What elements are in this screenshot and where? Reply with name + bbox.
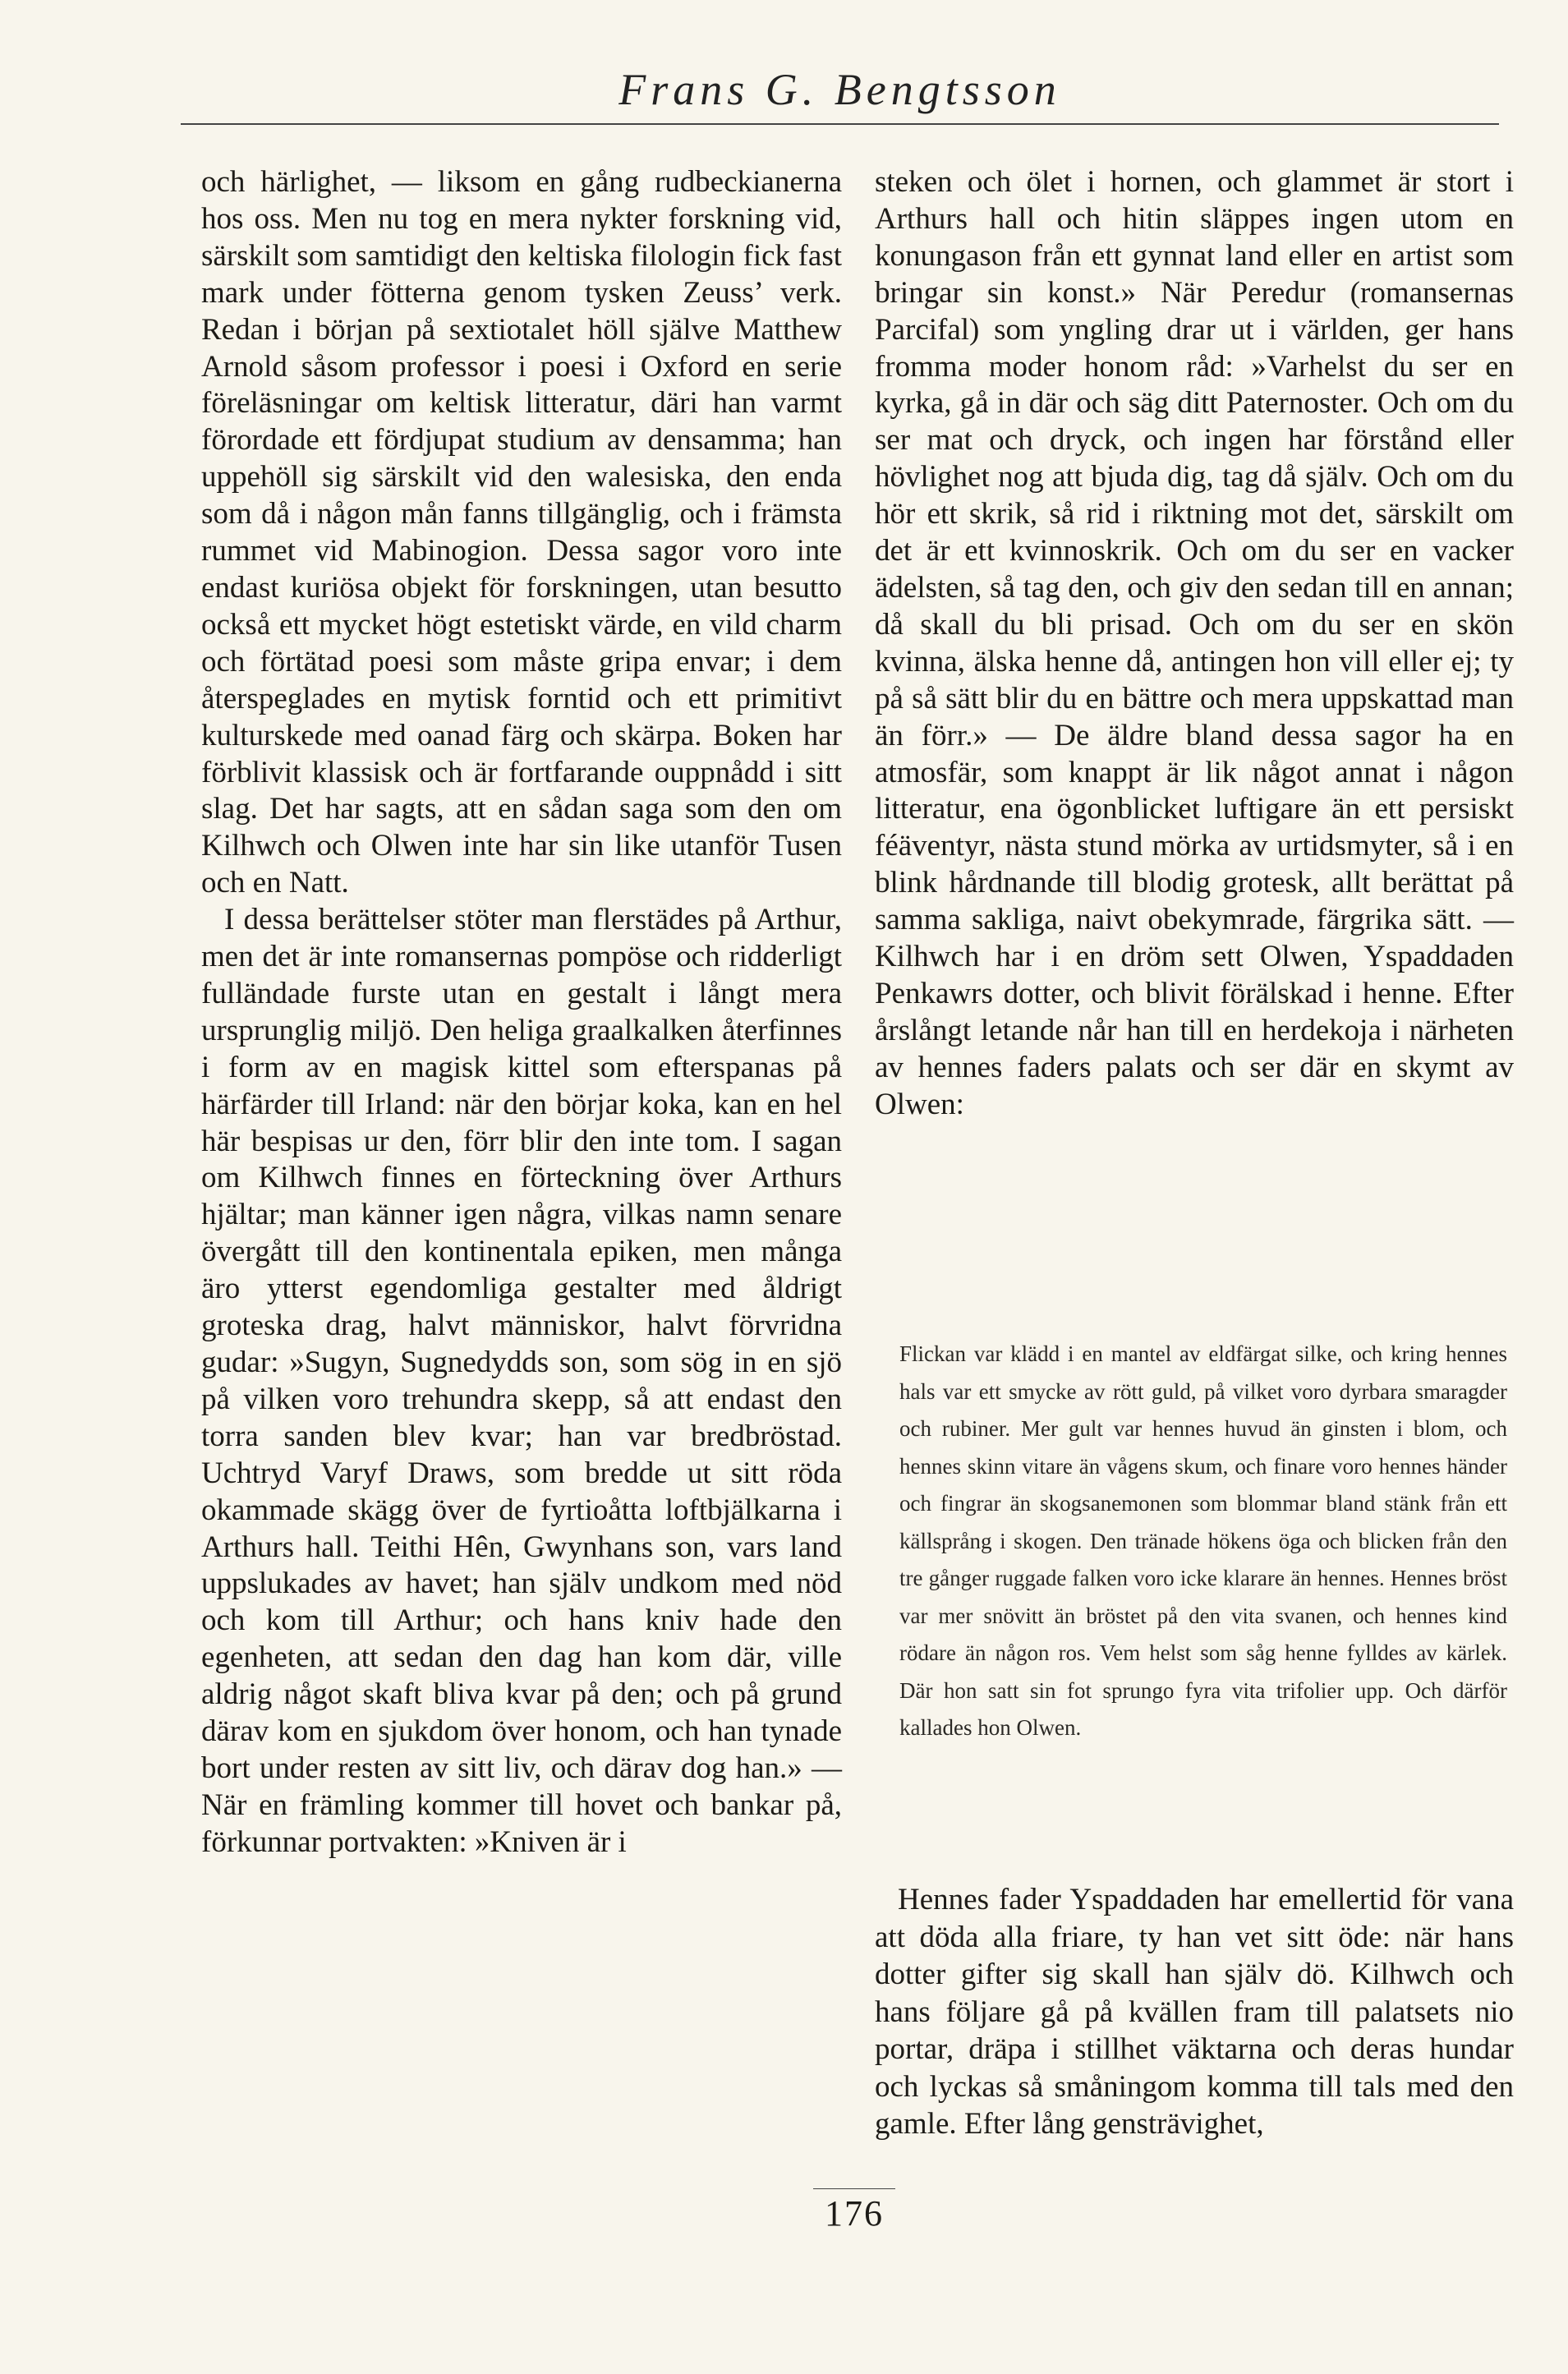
left-column xyxy=(201,164,842,1861)
left-paragraph-1: och härlighet, — liksom en gång rudbeckianerna hos oss. Men nu tog en mera nykter forskning vid, särskilt som samtidigt den keltiska filologin fick fast mark under fötterna genom tysken Zeuss’ verk. Redan i början på sextiotalet höll själve Matthew Arnold såsom professor i poesi i Oxford en serie föreläsningar om keltisk litteratur, däri han varmt förordade ett fördjupat studium av densamma; han uppehöll sig särskilt vid den walesiska, den enda som då i någon mån fanns tillgänglig, och i främsta rummet vid Mabinogion. Dessa sagor voro inte endast kuriösa objekt för forskningen, utan besutto också ett mycket högt estetiskt värde, en vild charm och förtätad poesi som måste gripa envar; i dem återspeglades en mytisk forntid och ett primitivt kulturskede med oanad färg och skärpa. Boken har förblivit klassisk och är fortfarande ouppnådd i sitt slag. Det har sagts, att en sådan saga som den om Kilhwch och Olwen inte har sin like utanför Tusen och en Natt. xyxy=(201,165,842,900)
right-paragraph-2: Hennes fader Yspaddaden har emellertid för vana att döda alla friare, ty han vet sitt öde: när hans dotter gifter sig skall han själv dö. Kilhwch och hans följare gå på kvällen fram till palatsets nio portar, dräpa i stillhet väktarna och deras hundar och lyckas så småningom komma till tals med den gamle. Efter lång gensträvighet, xyxy=(875,1883,1514,2141)
right-paragraph-1: steken och ölet i hornen, och glammet är stort i Arthurs hall och hitin släppes ingen utom en konungason från ett gynnat land eller en artist som bringar sin konst.» När Peredur (romansernas Parcifal) som yngling drar ut i världen, ger hans fromma moder honom råd: »Varhelst du ser en kyrka, gå in där och säg ditt Paternoster. Och om du ser mat och dryck, och ingen har förstånd eller hövlighet nog att bjuda dig, tag då själv. Och om du hör ett skrik, så rid i riktning mot det, särskilt om det är ett kvinnoskrik. Och om du ser en vacker ädelsten, så tag den, och giv den sedan till en annan; då skall du bli prisad. Och om du ser en skön kvinna, älska henne då, antingen hon vill eller ej; ty på så sätt blir du en bättre och mera uppskattad man än förr.» — De äldre bland dessa sagor ha en atmosfär, som knappt är lik något annat i någon litteratur, ena ögonblicket luftigare än ett persiskt féäventyr, nästa stund mörka av urtidsmyter, så i en blink hårdnande till blodig grotesk, allt berättat på samma sakliga, naivt obekymrade, färgrika sätt. — Kilhwch har i en dröm sett Olwen, Yspaddaden Penkawrs dotter, och blivit förälskad i henne. Efter årslångt letande når han till en herdekoja i närheten av hennes faders palats och ser där en skymt av Olwen: xyxy=(875,165,1514,1121)
right-column xyxy=(875,164,1514,1124)
quote-text: Flickan var klädd i en mantel av eldfärgat silke, och kring hennes hals var ett smycke av rött guld, på vilket voro dyrbara smaragder och rubiner. Mer gult var hennes huvud än ginsten i blom, och hennes skinn vitare än vågens skum, och finare voro hennes händer och fingrar än skogsanemonen som blommar bland stänk från ett källsprång i skogen. Den tränade hökens öga och blicken från den tre gånger ruggade falken voro icke klarare än hennes. Hennes bröst var mer snövitt än bröstet på den vita svanen, och hennes kind rödare än någon ros. Vem helst som såg henne fylldes av kärlek. Där hon satt sin fot sprungo fyra vita trifolier upp. Och därför kallades hon Olwen. xyxy=(899,1341,1507,1740)
block-quote xyxy=(899,1336,1507,1747)
right-column-lower xyxy=(875,1881,1514,2143)
left-paragraph-2: I dessa berättelser stöter man flerstädes på Arthur, men det är inte romansernas pompöse och ridderligt fulländade furste utan en gestalt i långt mera ursprunglig miljö. Den heliga graalkalken återfinnes i form av en magisk kittel som efterspanas på härfärder till Irland: när den börjar koka, kan en hel här bespisas ur den, förr blir den inte tom. I sagan om Kilhwch finnes en förteckning över Arthurs hjältar; man känner igen några, vilkas namn senare övergått till den kontinentala epiken, men många äro ytterst egendomliga gestalter med åldrigt groteska drag, halvt människor, halvt förvridna gudar: »Sugyn, Sugnedydds son, som sög in en sjö på vilken voro trehundra skepp, så att endast den torra sanden blev kvar; han var bredbröstad. Uchtryd Varyf Draws, som bredde ut sitt röda okammade skägg över de fyrtioåtta loftbjälkarna i Arthurs hall. Teithi Hên, Gwynhans son, vars land uppslukades av havet; han själv undkom med nöd och kom till Arthur; och hans kniv hade den egenheten, att sedan den dag han kom där, ville aldrig något skaft bliva kvar på den; och på grund därav kom en sjukdom över honom, och han tynade bort under resten av sitt liv, och därav dog han.» — När en främling kommer till hovet och bankar på, förkunnar portvakten: »Kniven är i xyxy=(201,903,842,1859)
page-number: 176 xyxy=(813,2188,895,2234)
running-header: Frans G. Bengtsson xyxy=(618,65,1061,114)
header-rule xyxy=(181,123,1499,125)
